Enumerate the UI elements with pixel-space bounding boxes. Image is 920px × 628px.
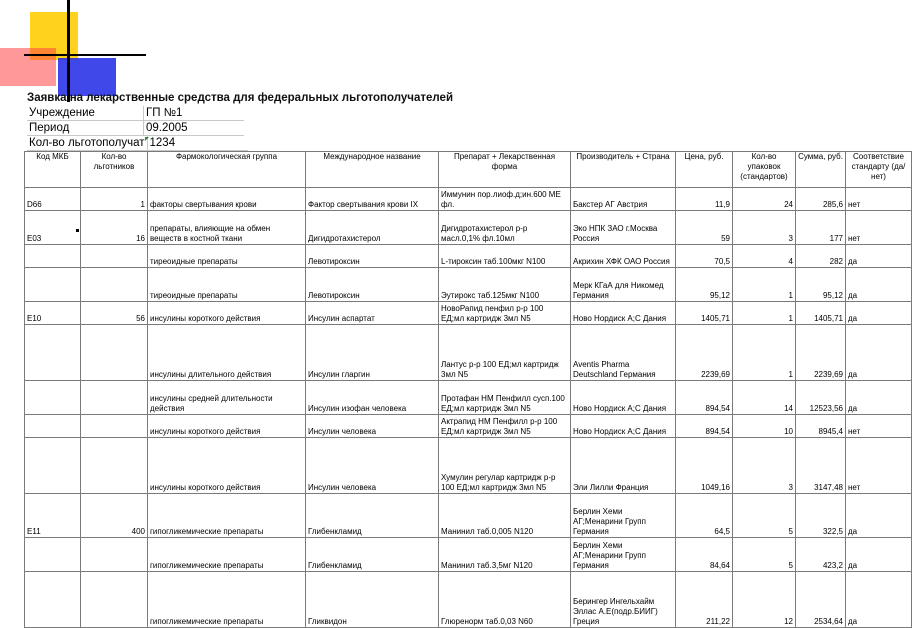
cell-pharm-group[interactable]: инсулины длительного действия — [148, 325, 306, 381]
cell-price[interactable]: 2239,69 — [676, 325, 733, 381]
cell-intl-name[interactable]: Левотироксин — [306, 245, 439, 268]
cell-packs[interactable]: 12 — [733, 572, 796, 628]
cell-drug-form[interactable]: Лантус р-р 100 ЕД;мл картридж 3мл N5 — [439, 325, 571, 381]
cell-price[interactable]: 11,9 — [676, 188, 733, 211]
meta-row-beneficiaries — [27, 136, 248, 151]
table-row — [25, 325, 912, 381]
cell-packs[interactable]: 4 — [733, 245, 796, 268]
cell-drug-form[interactable]: L-тироксин таб.100мкг N100 — [439, 245, 571, 268]
cell-sum[interactable]: 285,6 — [796, 188, 846, 211]
cell-intl-name[interactable]: Инсулин человека — [306, 415, 439, 438]
cell-pharm-group[interactable]: инсулины короткого действия — [148, 438, 306, 494]
column-header: Препарат + Лекарственная форма — [439, 152, 571, 188]
cell-intl-name[interactable]: Глибенкламид — [306, 538, 439, 572]
cell-standard[interactable]: нет — [846, 415, 912, 438]
cell-manufacturer[interactable]: Эко НПК ЗАО г.Москва Россия — [571, 211, 676, 245]
cell-drug-form[interactable]: Манинил таб.3,5мг N120 — [439, 538, 571, 572]
decor-line-horizontal — [24, 54, 146, 56]
cell-drug-form[interactable]: Актрапид НМ Пенфилл р-р 100 ЕД;мл картридж 3мл N5 — [439, 415, 571, 438]
cell-standard[interactable]: нет — [846, 188, 912, 211]
cell-icd-code[interactable]: E11 — [25, 494, 81, 538]
table-row — [25, 494, 912, 538]
table-row — [25, 438, 912, 494]
meta-value[interactable]: 1234 — [147, 136, 248, 151]
cell-sum[interactable]: 95,12 — [796, 268, 846, 302]
cell-price[interactable]: 211,22 — [676, 572, 733, 628]
cell-beneficiary-count[interactable] — [81, 381, 148, 415]
page-title: Заявка на лекарственные средства для федеральных льготополучателей — [27, 92, 454, 104]
cell-pharm-group[interactable]: гипогликемические препараты — [148, 572, 306, 628]
cell-standard[interactable]: да — [846, 572, 912, 628]
cell-beneficiary-count[interactable] — [81, 572, 148, 628]
cell-icd-code[interactable]: E03 — [25, 211, 81, 245]
cell-pharm-group[interactable]: тиреоидные препараты — [148, 245, 306, 268]
cell-manufacturer[interactable]: Эли Лилли Франция — [571, 438, 676, 494]
cell-drug-form[interactable]: Протафан НМ Пенфилл сусп.100 ЕД;мл картридж 3мл N5 — [439, 381, 571, 415]
cell-manufacturer[interactable]: Ново Нордиск А;С Дания — [571, 381, 676, 415]
cell-pharm-group[interactable]: препараты, влияющие на обмен веществ в костной ткани — [148, 211, 306, 245]
meta-label: Учреждение — [27, 106, 144, 121]
table-row — [25, 188, 912, 211]
cell-standard[interactable]: да — [846, 268, 912, 302]
table-row — [25, 572, 912, 628]
cell-drug-form[interactable]: Хумулин регулар картридж р-р 100 ЕД;мл картридж 3мл N5 — [439, 438, 571, 494]
table-row — [25, 245, 912, 268]
cell-intl-name[interactable]: Инсулин аспартат — [306, 302, 439, 325]
cell-drug-form[interactable]: НовоРапид пенфил р-р 100 ЕД;мл картридж 3мл N5 — [439, 302, 571, 325]
table-row — [25, 302, 912, 325]
cell-packs[interactable]: 3 — [733, 211, 796, 245]
cell-price[interactable]: 1405,71 — [676, 302, 733, 325]
cell-drug-form[interactable]: Глюренорм таб.0,03 N60 — [439, 572, 571, 628]
cell-intl-name[interactable]: Фактор свертывания крови IX — [306, 188, 439, 211]
cell-sum[interactable]: 3147,48 — [796, 438, 846, 494]
column-header: Фармокологическая группа — [148, 152, 306, 188]
cell-selection-handle[interactable] — [76, 229, 79, 232]
cell-icd-code[interactable]: D66 — [25, 188, 81, 211]
table-row — [25, 211, 912, 245]
cell-beneficiary-count[interactable] — [81, 325, 148, 381]
cell-manufacturer[interactable]: Мерк КГаА для Никомед Германия — [571, 268, 676, 302]
cell-intl-name[interactable]: Инсулин человека — [306, 438, 439, 494]
cell-icd-code[interactable] — [25, 381, 81, 415]
cell-pharm-group[interactable]: тиреоидные препараты — [148, 268, 306, 302]
table-row — [25, 415, 912, 438]
cell-price[interactable]: 95,12 — [676, 268, 733, 302]
cell-drug-form[interactable]: Манинил таб.0,005 N120 — [439, 494, 571, 538]
cell-manufacturer[interactable]: Бакстер АГ Австрия — [571, 188, 676, 211]
cell-manufacturer[interactable]: Ново Нордиск А;С Дания — [571, 415, 676, 438]
cell-sum[interactable]: 2239,69 — [796, 325, 846, 381]
column-header: Международное название — [306, 152, 439, 188]
cell-intl-name[interactable]: Глибенкламид — [306, 494, 439, 538]
cell-drug-form[interactable]: Дигидротахистерол р-р масл.0,1% фл.10мл — [439, 211, 571, 245]
cell-pharm-group[interactable]: факторы свертывания крови — [148, 188, 306, 211]
cell-beneficiary-count[interactable] — [81, 415, 148, 438]
cell-standard[interactable]: да — [846, 245, 912, 268]
cell-icd-code[interactable] — [25, 572, 81, 628]
cell-icd-code[interactable] — [25, 538, 81, 572]
cell-manufacturer[interactable]: Берлин Хеми АГ;Менарини Групп Германия — [571, 538, 676, 572]
cell-packs[interactable]: 1 — [733, 268, 796, 302]
cell-sum[interactable]: 282 — [796, 245, 846, 268]
cell-standard[interactable]: да — [846, 381, 912, 415]
cell-pharm-group[interactable]: инсулины короткого действия — [148, 415, 306, 438]
cell-sum[interactable]: 8945,4 — [796, 415, 846, 438]
cell-price[interactable]: 70,5 — [676, 245, 733, 268]
cell-icd-code[interactable]: E10 — [25, 302, 81, 325]
cell-pharm-group[interactable]: инсулины средней длительности действия — [148, 381, 306, 415]
drug-request-table — [24, 151, 912, 628]
cell-manufacturer[interactable]: Ново Нордиск А;С Дания — [571, 302, 676, 325]
cell-packs[interactable]: 14 — [733, 381, 796, 415]
cell-sum[interactable]: 322,5 — [796, 494, 846, 538]
decor-line-vertical — [67, 0, 70, 102]
table-row — [25, 381, 912, 415]
column-header: Соответствие стандарту (да/нет) — [846, 152, 912, 188]
meta-value[interactable]: ГП №1 — [144, 106, 245, 121]
cell-drug-form[interactable]: Иммунин пор.лиоф.д;ин.600 МЕ фл. — [439, 188, 571, 211]
cell-packs[interactable]: 24 — [733, 188, 796, 211]
cell-packs[interactable]: 5 — [733, 494, 796, 538]
cell-beneficiary-count[interactable] — [81, 268, 148, 302]
cell-beneficiary-count[interactable] — [81, 438, 148, 494]
cell-sum[interactable]: 12523,56 — [796, 381, 846, 415]
meta-row-period — [27, 121, 244, 136]
table-header-row — [25, 152, 912, 188]
cell-price[interactable]: 1049,16 — [676, 438, 733, 494]
column-header: Кол-во льготников — [81, 152, 148, 188]
meta-label: Период — [27, 121, 144, 136]
cell-standard[interactable]: нет — [846, 211, 912, 245]
cell-packs[interactable]: 5 — [733, 538, 796, 572]
cell-beneficiary-count[interactable] — [81, 245, 148, 268]
column-header: Код МКБ — [25, 152, 81, 188]
cell-sum[interactable]: 2534,64 — [796, 572, 846, 628]
cell-intl-name[interactable]: Дигидротахистерол — [306, 211, 439, 245]
cell-pharm-group[interactable]: гипогликемические препараты — [148, 494, 306, 538]
cell-drug-form[interactable]: Эутирокс таб.125мкг N100 — [439, 268, 571, 302]
cell-packs[interactable]: 10 — [733, 415, 796, 438]
cell-intl-name[interactable]: Гликвидон — [306, 572, 439, 628]
column-header: Кол-во упаковок (стандартов) — [733, 152, 796, 188]
column-header: Цена, руб. — [676, 152, 733, 188]
table-row — [25, 538, 912, 572]
cell-packs[interactable]: 3 — [733, 438, 796, 494]
table-row — [25, 268, 912, 302]
column-header: Сумма, руб. — [796, 152, 846, 188]
cell-intl-name[interactable]: Левотироксин — [306, 268, 439, 302]
cell-manufacturer[interactable]: Aventis Pharma Deutschland Германия — [571, 325, 676, 381]
cell-beneficiary-count[interactable]: 400 — [81, 494, 148, 538]
cell-beneficiary-count[interactable] — [81, 538, 148, 572]
cell-sum[interactable]: 1405,71 — [796, 302, 846, 325]
cell-sum[interactable]: 423,2 — [796, 538, 846, 572]
cell-manufacturer[interactable]: Берингер Ингельхайм Эллас А.Е(подр.БИИГ) Греция — [571, 572, 676, 628]
cell-icd-code[interactable] — [25, 415, 81, 438]
cell-price[interactable]: 894,54 — [676, 381, 733, 415]
column-header: Производитель + Страна — [571, 152, 676, 188]
cell-comment-marker — [145, 137, 149, 141]
meta-value[interactable]: 09.2005 — [144, 121, 245, 136]
cell-packs[interactable]: 1 — [733, 302, 796, 325]
meta-label: Кол-во льготополучат — [27, 136, 147, 151]
cell-standard[interactable]: да — [846, 494, 912, 538]
cell-standard[interactable]: нет — [846, 438, 912, 494]
cell-standard[interactable]: да — [846, 302, 912, 325]
cell-beneficiary-count[interactable]: 16 — [81, 211, 148, 245]
cell-manufacturer[interactable]: Акрихин ХФК ОАО Россия — [571, 245, 676, 268]
cell-sum[interactable]: 177 — [796, 211, 846, 245]
cell-icd-code[interactable] — [25, 438, 81, 494]
cell-icd-code[interactable] — [25, 325, 81, 381]
cell-beneficiary-count[interactable]: 56 — [81, 302, 148, 325]
meta-row-institution — [27, 106, 244, 121]
cell-intl-name[interactable]: Инсулин гларгин — [306, 325, 439, 381]
cell-price[interactable]: 64,5 — [676, 494, 733, 538]
cell-icd-code[interactable] — [25, 245, 81, 268]
cell-intl-name[interactable]: Инсулин изофан человека — [306, 381, 439, 415]
cell-price[interactable]: 84,64 — [676, 538, 733, 572]
cell-price[interactable]: 894,54 — [676, 415, 733, 438]
cell-price[interactable]: 59 — [676, 211, 733, 245]
cell-packs[interactable]: 1 — [733, 325, 796, 381]
cell-pharm-group[interactable]: инсулины короткого действия — [148, 302, 306, 325]
cell-icd-code[interactable] — [25, 268, 81, 302]
cell-standard[interactable]: да — [846, 538, 912, 572]
cell-manufacturer[interactable]: Берлин Хеми АГ;Менарини Групп Германия — [571, 494, 676, 538]
cell-beneficiary-count[interactable]: 1 — [81, 188, 148, 211]
cell-pharm-group[interactable]: гипогликемические препараты — [148, 538, 306, 572]
cell-standard[interactable]: да — [846, 325, 912, 381]
